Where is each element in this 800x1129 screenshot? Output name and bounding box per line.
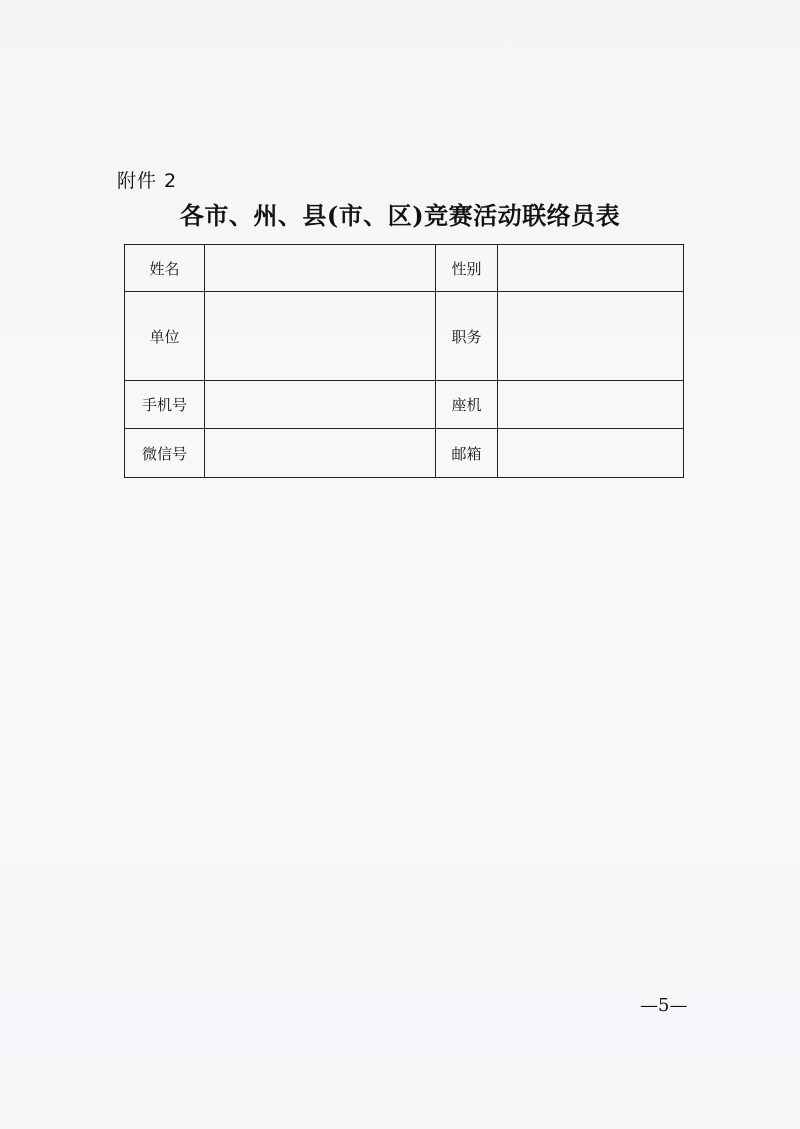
field-gender[interactable] — [498, 245, 684, 292]
field-unit[interactable] — [205, 292, 436, 381]
label-wechat: 微信号 — [125, 429, 205, 478]
label-mobile: 手机号 — [125, 381, 205, 429]
contact-table — [124, 244, 684, 478]
field-email[interactable] — [498, 429, 684, 478]
label-gender: 性别 — [436, 245, 498, 292]
table-row-unit — [125, 292, 684, 381]
table-row-wechat — [125, 429, 684, 478]
label-unit: 单位 — [125, 292, 205, 381]
label-name: 姓名 — [125, 245, 205, 292]
label-landline: 座机 — [436, 381, 498, 429]
field-name[interactable] — [205, 245, 436, 292]
field-mobile[interactable] — [205, 381, 436, 429]
table-row-mobile — [125, 381, 684, 429]
page-number: —5— — [640, 995, 688, 1016]
document-title: 各市、州、县(市、区)竞赛活动联络员表 — [179, 201, 621, 230]
field-wechat[interactable] — [205, 429, 436, 478]
field-landline[interactable] — [498, 381, 684, 429]
label-position: 职务 — [436, 292, 498, 381]
label-email: 邮箱 — [436, 429, 498, 478]
field-position[interactable] — [498, 292, 684, 381]
attachment-label: 附件 2 — [117, 170, 178, 192]
table-row-name — [125, 245, 684, 292]
